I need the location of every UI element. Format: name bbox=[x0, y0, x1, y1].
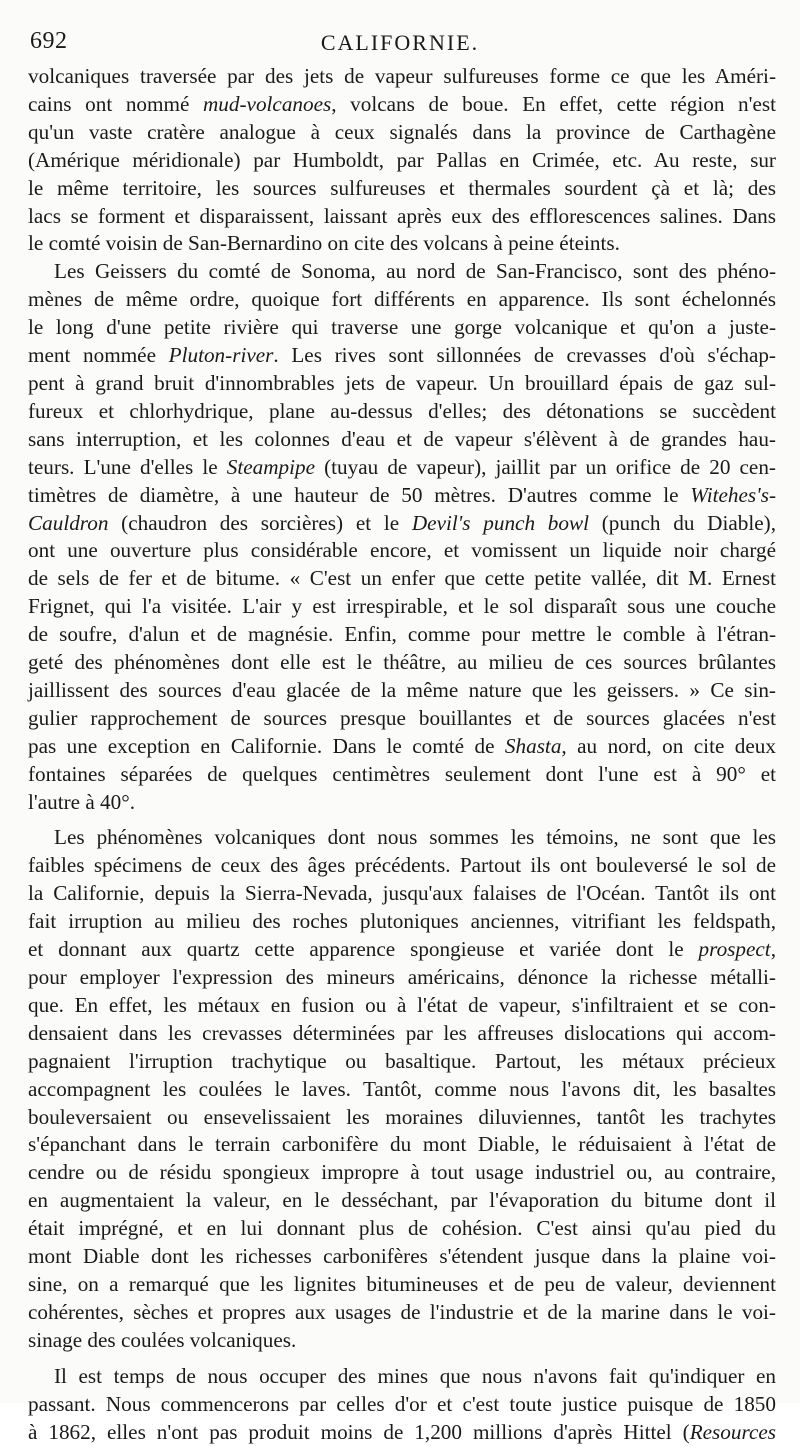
text-segment: de soufre, d'alun et de magnésie. Enfin, comme pour mettre le comble à l'étran- bbox=[28, 622, 776, 646]
text-line bbox=[28, 63, 776, 91]
text-segment: s'épanchant dans le terrain carbonifère du mont Diable, le réduisaient à l'état de bbox=[28, 1132, 776, 1156]
text-segment: qu'un vaste cratère analogue à ceux signalés dans la province de Carthagène bbox=[28, 120, 776, 144]
text-line bbox=[28, 230, 776, 258]
text-line bbox=[28, 1187, 776, 1215]
text-segment: et donnant aux quartz cette apparence spongieuse et variée dont le bbox=[28, 937, 699, 961]
text-line bbox=[28, 454, 776, 482]
text-segment: ment nommée bbox=[28, 343, 169, 367]
text-line bbox=[28, 1327, 776, 1355]
text-line bbox=[28, 398, 776, 426]
text-segment: mont Diable dont les richesses carbonifères s'étendent jusque dans la plaine voi- bbox=[28, 1244, 776, 1268]
text-line bbox=[28, 119, 776, 147]
text-segment: pas une exception en Californie. Dans le comté de bbox=[28, 734, 505, 758]
text-segment: , volcans de boue. En effet, cette région n'est bbox=[331, 92, 776, 116]
text-line bbox=[28, 1391, 776, 1419]
text-line bbox=[28, 789, 776, 817]
text-segment: sans interruption, et les colonnes d'eau et de vapeur s'élèvent à de grandes hau- bbox=[28, 427, 776, 451]
running-title: CALIFORNIE. bbox=[30, 30, 770, 56]
italic-text: Pluton-river bbox=[169, 343, 274, 367]
text-segment: sinage des coulées volcaniques. bbox=[28, 1328, 296, 1352]
text-segment: . Les rives sont sillonnées de crevasses d'où s'échap- bbox=[273, 343, 776, 367]
page-header bbox=[30, 28, 770, 58]
text-segment: gulier rapprochement de sources presque bouillantes et de sources glacées n'est bbox=[28, 706, 776, 730]
text-segment: (Amérique méridionale) par Humboldt, par Pallas en Crimée, etc. Au reste, sur bbox=[28, 148, 776, 172]
text-segment: le long d'une petite rivière qui traverse une gorge volcanique et qu'on a juste- bbox=[28, 315, 776, 339]
text-segment: Il est temps de nous occuper des mines que nous n'avons fait qu'indiquer en bbox=[54, 1364, 776, 1388]
text-segment: cains ont nommé bbox=[28, 92, 203, 116]
text-line bbox=[28, 621, 776, 649]
text-line bbox=[28, 203, 776, 231]
text-line bbox=[28, 1020, 776, 1048]
text-line bbox=[28, 761, 776, 789]
text-line bbox=[28, 510, 776, 538]
text-line bbox=[28, 705, 776, 733]
text-segment: cohérentes, sèches et propres aux usages de l'industrie et de la marine dans le voi- bbox=[28, 1300, 776, 1324]
text-segment: le même territoire, les sources sulfureuses et thermales sourdent çà et là; des bbox=[28, 176, 776, 200]
text-line bbox=[28, 1243, 776, 1271]
text-line bbox=[28, 677, 776, 705]
text-segment: fait irruption au milieu des roches plutoniques anciennes, vitrifiant les feldspath, bbox=[28, 909, 776, 933]
text-segment: fureux et chlorhydrique, plane au-dessus d'elles; des détonations se succèdent bbox=[28, 399, 776, 423]
text-line bbox=[28, 593, 776, 621]
italic-text: Resources bbox=[690, 1420, 776, 1444]
text-segment: le comté voisin de San-Bernardino on cite des volcans à peine éteints. bbox=[28, 231, 620, 255]
text-line bbox=[28, 286, 776, 314]
text-line bbox=[28, 992, 776, 1020]
body-text bbox=[28, 63, 776, 1446]
text-line bbox=[28, 370, 776, 398]
text-line bbox=[28, 824, 776, 852]
text-line bbox=[28, 880, 776, 908]
italic-text: Steampipe bbox=[227, 455, 315, 479]
text-line bbox=[28, 936, 776, 964]
text-segment: , bbox=[771, 937, 776, 961]
text-line bbox=[28, 175, 776, 203]
text-segment: Frignet, qui l'a visitée. L'air y est irrespirable, et le sol disparaît sous une couche bbox=[28, 594, 776, 618]
page-number: 692 bbox=[30, 28, 68, 55]
text-segment: pent à grand bruit d'innombrables jets de vapeur. Un brouillard épais de gaz sul- bbox=[28, 371, 776, 395]
text-line bbox=[28, 314, 776, 342]
text-segment: sine, on a remarqué que les lignites bitumineuses et de peu de valeur, deviennent bbox=[28, 1272, 776, 1296]
italic-text: Shasta bbox=[505, 734, 562, 758]
text-line bbox=[28, 147, 776, 175]
text-segment: ont une ouverture plus considérable encore, et vomissent un liquide noir chargé bbox=[28, 538, 776, 562]
text-segment: geté des phénomènes dont elle est le théâtre, au milieu de ces sources brûlantes bbox=[28, 650, 776, 674]
text-segment: (punch du Diable), bbox=[589, 511, 776, 535]
text-line bbox=[28, 1104, 776, 1132]
text-segment: pagnaient l'irruption trachytique ou basaltique. Partout, les métaux précieux bbox=[28, 1049, 776, 1073]
text-segment: mènes de même ordre, quoique fort différents en apparence. Ils sont échelonnés bbox=[28, 287, 776, 311]
text-segment: fontaines séparées de quelques centimètres seulement dont l'une est à 90° et bbox=[28, 762, 776, 786]
text-segment: teurs. L'une d'elles le bbox=[28, 455, 227, 479]
text-segment: Les phénomènes volcaniques dont nous sommes les témoins, ne sont que les bbox=[54, 825, 776, 849]
text-segment: la Californie, depuis la Sierra-Nevada, jusqu'aux falaises de l'Océan. Tantôt ils ont bbox=[28, 881, 776, 905]
text-line bbox=[28, 1131, 776, 1159]
text-segment: pour employer l'expression des mineurs américains, dénonce la richesse métalli- bbox=[28, 965, 776, 989]
italic-text: prospect bbox=[699, 937, 771, 961]
text-segment: Les Geissers du comté de Sonoma, au nord de San-Francisco, sont des phéno- bbox=[54, 259, 776, 283]
text-segment: l'autre à 40°. bbox=[28, 790, 135, 814]
text-segment: densaient dans les crevasses déterminées par les affreuses dislocations qui accom- bbox=[28, 1021, 776, 1045]
text-segment: à 1862, elles n'ont pas produit moins de 1,200 millions d'après Hittel ( bbox=[28, 1420, 690, 1444]
text-segment: en augmentaient la valeur, en le desséchant, par l'évaporation du bitume dont il bbox=[28, 1188, 776, 1212]
text-line bbox=[28, 258, 776, 286]
text-line bbox=[28, 649, 776, 677]
text-segment: timètres de diamètre, à une hauteur de 50 mètres. D'autres comme le bbox=[28, 483, 690, 507]
text-segment: cendre ou de résidu spongieux impropre à tout usage industriel ou, au contraire, bbox=[28, 1160, 776, 1184]
text-segment: (tuyau de vapeur), jaillit par un orifice de 20 cen- bbox=[315, 455, 776, 479]
text-line bbox=[28, 1048, 776, 1076]
text-line bbox=[28, 1363, 776, 1391]
text-segment: était imprégné, et en lui donnant plus de cohésion. C'est ainsi qu'au pied du bbox=[28, 1216, 776, 1240]
italic-text: mud-volcanoes bbox=[203, 92, 331, 116]
text-line bbox=[28, 964, 776, 992]
text-segment: jaillissent des sources d'eau glacée de la même nature que les geissers. » Ce sin- bbox=[28, 678, 776, 702]
text-line bbox=[28, 91, 776, 119]
text-line bbox=[28, 537, 776, 565]
text-line bbox=[28, 1076, 776, 1104]
text-line bbox=[28, 426, 776, 454]
text-segment: lacs se forment et disparaissent, laissant après eux des efflorescences salines. Dans bbox=[28, 204, 776, 228]
italic-text: Devil's punch bowl bbox=[412, 511, 589, 535]
text-line bbox=[28, 1299, 776, 1327]
text-line bbox=[28, 565, 776, 593]
text-line bbox=[28, 1271, 776, 1299]
italic-text: Cauldron bbox=[28, 511, 108, 535]
text-segment: passant. Nous commencerons par celles d'or et c'est toute justice puisque de 1850 bbox=[28, 1392, 776, 1416]
text-segment: que. En effet, les métaux en fusion ou à l'état de vapeur, s'infiltraient et se con- bbox=[28, 993, 776, 1017]
text-segment: accompagnent les coulées le laves. Tantôt, comme nous l'avons dit, les basaltes bbox=[28, 1077, 776, 1101]
text-line bbox=[28, 1419, 776, 1446]
text-line bbox=[28, 1215, 776, 1243]
text-segment: faibles spécimens de ceux des âges précédents. Partout ils ont bouleversé le sol de bbox=[28, 853, 776, 877]
text-line bbox=[28, 733, 776, 761]
text-line bbox=[28, 908, 776, 936]
text-line bbox=[28, 1159, 776, 1187]
text-segment: (chaudron des sorcières) et le bbox=[108, 511, 411, 535]
text-segment: , au nord, on cite deux bbox=[561, 734, 776, 758]
text-segment: bouleversaient ou ensevelissaient les moraines diluviennes, tantôt les trachytes bbox=[28, 1105, 776, 1129]
text-line bbox=[28, 482, 776, 510]
italic-text: Witehes's- bbox=[690, 483, 776, 507]
text-line bbox=[28, 342, 776, 370]
text-segment: volcaniques traversée par des jets de vapeur sulfureuses forme ce que les Améri- bbox=[28, 64, 776, 88]
text-line bbox=[28, 852, 776, 880]
text-segment: de sels de fer et de bitume. « C'est un enfer que cette petite vallée, dit M. Ernest bbox=[28, 566, 776, 590]
